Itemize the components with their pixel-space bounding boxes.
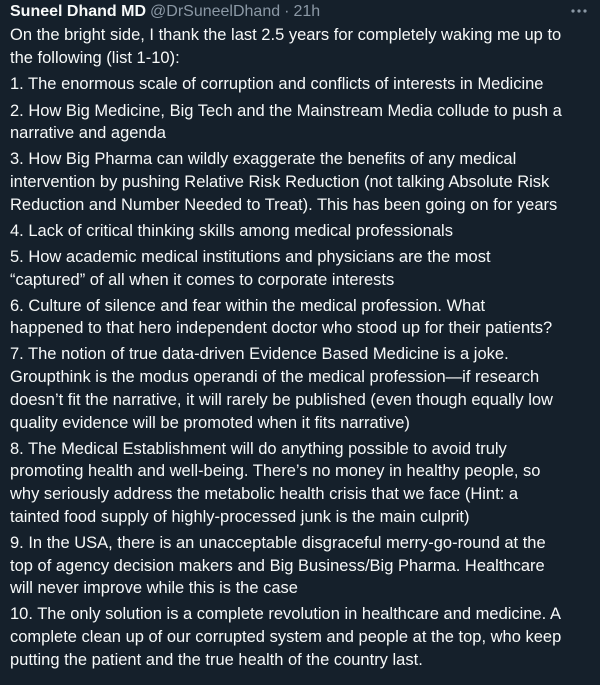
- header-separator: ·: [284, 3, 290, 20]
- tweet-body: [10, 24, 590, 672]
- list-item-7: 7. The notion of true data-driven Evidence Based Medicine is a joke. Groupthink is the modus operandi of the medical profession—if research doesn’t fit the narrative, it will rarely be published (even though equally low quality evidence will be promoted when it fits narrative): [10, 345, 553, 432]
- author-name[interactable]: Suneel Dhand MD: [10, 3, 147, 20]
- tweet-intro-paragraph: On the bright side, I thank the last 2.5 years for completely waking me up to the following (list 1-10):: [10, 26, 562, 67]
- list-item-6: 6. Culture of silence and fear within the medical profession. What happened to that hero independent doctor who stood up for their patients?: [10, 296, 553, 338]
- tweet-timestamp[interactable]: 21h: [293, 3, 321, 20]
- more-options-button[interactable]: [568, 2, 590, 20]
- list-item-2: 2. How Big Medicine, Big Tech and the Mainstream Media collude to push a narrative and agenda: [10, 101, 562, 143]
- tweet-header: [10, 0, 588, 24]
- author-handle[interactable]: @DrSuneelDhand: [150, 3, 281, 20]
- list-item-3: 3. How Big Pharma can wildly exaggerate the benefits of any medical intervention by pushing Relative Risk Reduction (not talking Absolute Risk Reduction and Number Needed to Treat). This has been going on for years: [10, 150, 558, 214]
- list-item-8: 8. The Medical Establishment will do anything possible to avoid truly promoting health and well-being. There’s no money in healthy people, so why seriously address the metabolic health crisis that we face (Hint: a tainted food supply of highly-processed junk is the main culprit): [10, 439, 541, 526]
- list-item-4: 4. Lack of critical thinking skills among medical professionals: [10, 221, 453, 240]
- list-item-10: 10. The only solution is a complete revolution in healthcare and medicine. A complete clean up of our corrupted system and people at the top, who keep putting the patient and the true health of the country last.: [10, 605, 562, 669]
- more-horizontal-icon: [570, 8, 588, 14]
- list-item-1: 1. The enormous scale of corruption and conflicts of interests in Medicine: [10, 75, 544, 94]
- list-item-9: 9. In the USA, there is an unacceptable disgraceful merry-go-round at the top of agency decision makers and Big Business/Big Pharma. Healthcare will never improve while this is the case: [10, 533, 546, 598]
- list-item-5: 5. How academic medical institutions and physicians are the most “captured” of all when it comes to corporate interests: [10, 247, 491, 289]
